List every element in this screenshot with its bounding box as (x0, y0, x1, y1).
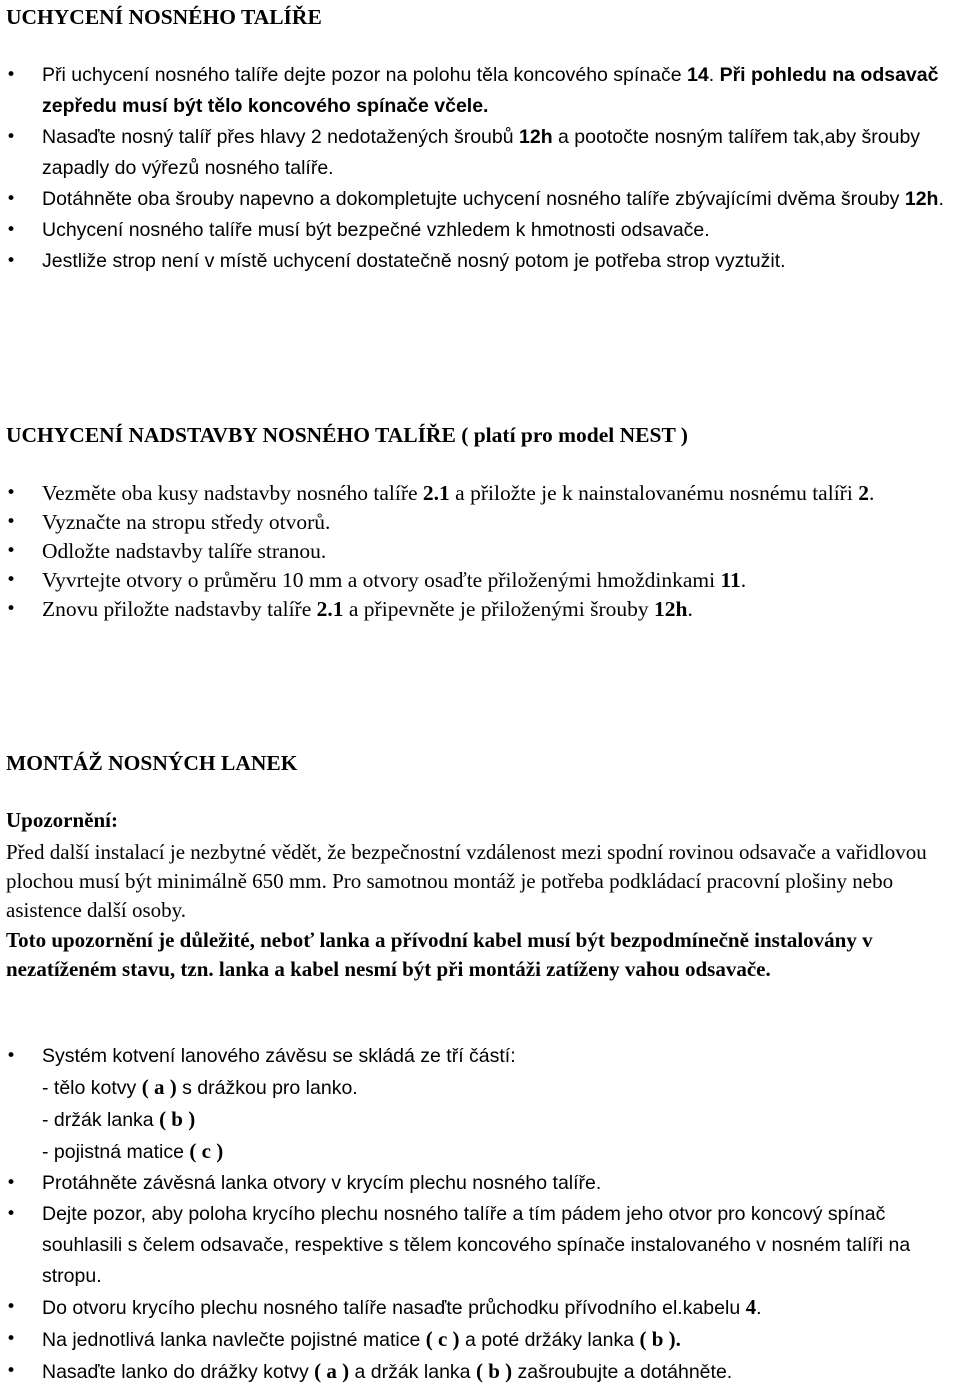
bold-ref: ( a ) (314, 1359, 350, 1383)
bullet-icon: • (6, 1297, 17, 1317)
text-run: Protáhněte závěsná lanka otvory v krycím plechu nosného talíře. (42, 1172, 602, 1194)
bold-ref: 12h (519, 126, 553, 148)
item-text (42, 1041, 956, 1072)
text-run: Znovu přiložte nadstavby talíře (42, 597, 317, 621)
text-run: Vyvrtejte otvory o průměru 10 mm a otvory osaďte přiloženými hmoždinkami (42, 568, 721, 592)
bullet-icon: • (6, 189, 17, 209)
list-item (6, 1199, 956, 1292)
cable-mount-list (6, 1041, 956, 1388)
text-run: s drážkou pro lanko. (176, 1077, 358, 1099)
text-run: zašroubujte a dotáhněte. (512, 1361, 733, 1383)
item-text (42, 1199, 956, 1292)
bold-ref: 2 (858, 481, 869, 505)
list-item (6, 184, 956, 215)
note-label: Upozornění: (6, 808, 118, 832)
text-run: Na jednotlivá lanka navlečte pojistné matice (42, 1329, 426, 1351)
bold-ref: Při pohledu na odsavač zepředu musí být tělo koncového spínače včele. (42, 64, 939, 117)
text-run: Uchycení nosného talíře musí být bezpečné vzhledem k hmotnosti odsavače. (42, 219, 710, 241)
text-run: Nasaďte lanko do drážky kotvy (42, 1361, 315, 1383)
bullet-icon: • (6, 1046, 17, 1066)
text-run: . (708, 64, 720, 86)
bold-ref: ( c ) (425, 1327, 460, 1351)
bold-ref: 12h (904, 188, 939, 210)
text-run: - držák lanka (42, 1109, 160, 1131)
text-run: . (938, 188, 944, 210)
list-item (6, 122, 956, 184)
bullet-icon: • (6, 599, 17, 619)
section-title-cable-mount: MONTÁŽ NOSNÝCH LANEK (6, 751, 298, 775)
item-text (42, 1324, 956, 1356)
text-run: Dejte pozor, aby poloha krycího plechu nosného talíře a tím pádem jeho otvor pro koncový spínač souhlasili s čelem odsavače, respektive s tělem koncového spínače instalovaného v nosném talíři na stropu. (42, 1203, 911, 1287)
text-run: Nasaďte nosný talíř přes hlavy 2 nedotažených šroubů (42, 126, 520, 148)
text-run: a pootočte nosným talířem tak,aby šrouby zapadly do výřezů nosného talíře. (42, 126, 921, 179)
bold-ref: ( b ) (475, 1359, 513, 1383)
bold-ref: 2.1 (316, 597, 344, 621)
bullet-icon: • (6, 483, 17, 503)
text-run: a poté držáky lanka (459, 1329, 640, 1351)
text-run: . (740, 568, 747, 592)
bullet-icon: • (6, 1204, 17, 1224)
text-run: Dotáhněte oba šrouby napevno a dokompletujte uchycení nosného talíře zbývajícími dvěma šrouby (42, 188, 905, 210)
bold-ref: 4 (745, 1295, 757, 1319)
list-item (6, 1168, 956, 1199)
list-item (6, 60, 956, 122)
text-run: a držák lanka (349, 1361, 476, 1383)
bullet-icon: • (6, 1329, 17, 1349)
item-text (42, 1356, 956, 1388)
sub-item (42, 1136, 956, 1168)
bullet-icon: • (6, 127, 17, 147)
list-item (6, 595, 956, 624)
text-run: . (868, 481, 875, 505)
bold-ref: ( b ) (159, 1107, 196, 1131)
warning-text: Toto upozornění je důležité, neboť lanka a přívodní kabel musí být bezpodmínečně instalovány v nezatíženém stavu, tzn. lanka a kabel nesmí být při montáži zatíženy vahou odsavače. (6, 928, 873, 981)
text-run: . (756, 1297, 762, 1319)
text-run: Do otvoru krycího plechu nosného talíře nasaďte průchodku přívodního el.kabelu (42, 1297, 746, 1319)
list-item (6, 1292, 956, 1324)
text-run: Systém kotvení lanového závěsu se skládá ze tří částí: (42, 1045, 516, 1067)
section-title-extension-mount: UCHYCENÍ NADSTAVBY NOSNÉHO TALÍŘE ( platí pro model NEST ) (6, 423, 688, 447)
bullet-icon: • (6, 1361, 17, 1381)
bold-ref: 14 (687, 64, 709, 86)
bold-ref: 2.1 (422, 481, 450, 505)
bold-ref: ( b ). (639, 1327, 681, 1351)
plate-mount-list (6, 60, 956, 277)
list-item (6, 479, 956, 508)
bullet-icon: • (6, 541, 17, 561)
text-run: a připevněte je přiloženými šrouby (343, 597, 654, 621)
extension-mount-list (6, 479, 956, 624)
list-item (6, 508, 956, 537)
text-run: Odložte nadstavby talíře stranou. (42, 539, 327, 563)
bold-ref: 11 (720, 568, 741, 592)
list-item (6, 215, 956, 246)
bullet-icon: • (6, 251, 17, 271)
list-item (6, 537, 956, 566)
list-item (6, 1356, 956, 1388)
item-text (42, 1292, 956, 1324)
text-run: - tělo kotvy (42, 1077, 142, 1099)
bold-ref: 12h (653, 597, 688, 621)
bullet-icon: • (6, 220, 17, 240)
bullet-icon: • (6, 1173, 17, 1193)
text-run: - pojistná matice (42, 1141, 190, 1163)
item-text (42, 1168, 956, 1199)
text-run: Při uchycení nosného talíře dejte pozor na polohu těla koncového spínače (42, 64, 688, 86)
sub-item (42, 1104, 956, 1136)
bullet-icon: • (6, 65, 17, 85)
text-run: Jestliže strop není v místě uchycení dostatečně nosný potom je potřeba strop vyztužit. (42, 250, 786, 272)
list-item (6, 1324, 956, 1356)
list-item (6, 1041, 956, 1168)
bold-ref: ( c ) (189, 1139, 224, 1163)
text-run: . (687, 597, 693, 621)
bullet-icon: • (6, 512, 17, 532)
bullet-icon: • (6, 570, 17, 590)
list-item (6, 566, 956, 595)
text-run: Vezměte oba kusy nadstavby nosného talíře (42, 481, 423, 505)
text-run: Vyznačte na stropu středy otvorů. (42, 510, 331, 534)
section-title-plate-mount: UCHYCENÍ NOSNÉHO TALÍŘE (6, 5, 322, 29)
list-item (6, 246, 956, 277)
text-run: a přiložte je k nainstalovanému nosnému talíři (449, 481, 859, 505)
sub-item (42, 1072, 956, 1104)
note-text: Před další instalací je nezbytné vědět, že bezpečnostní vzdálenost mezi spodní rovinou odsavače a vařidlovou plochou musí být minimálně 650 mm. Pro samotnou montáž je potřeba podkládací pracovní plošiny nebo asistence další osoby. (6, 840, 927, 922)
bold-ref: ( a ) (141, 1075, 177, 1099)
